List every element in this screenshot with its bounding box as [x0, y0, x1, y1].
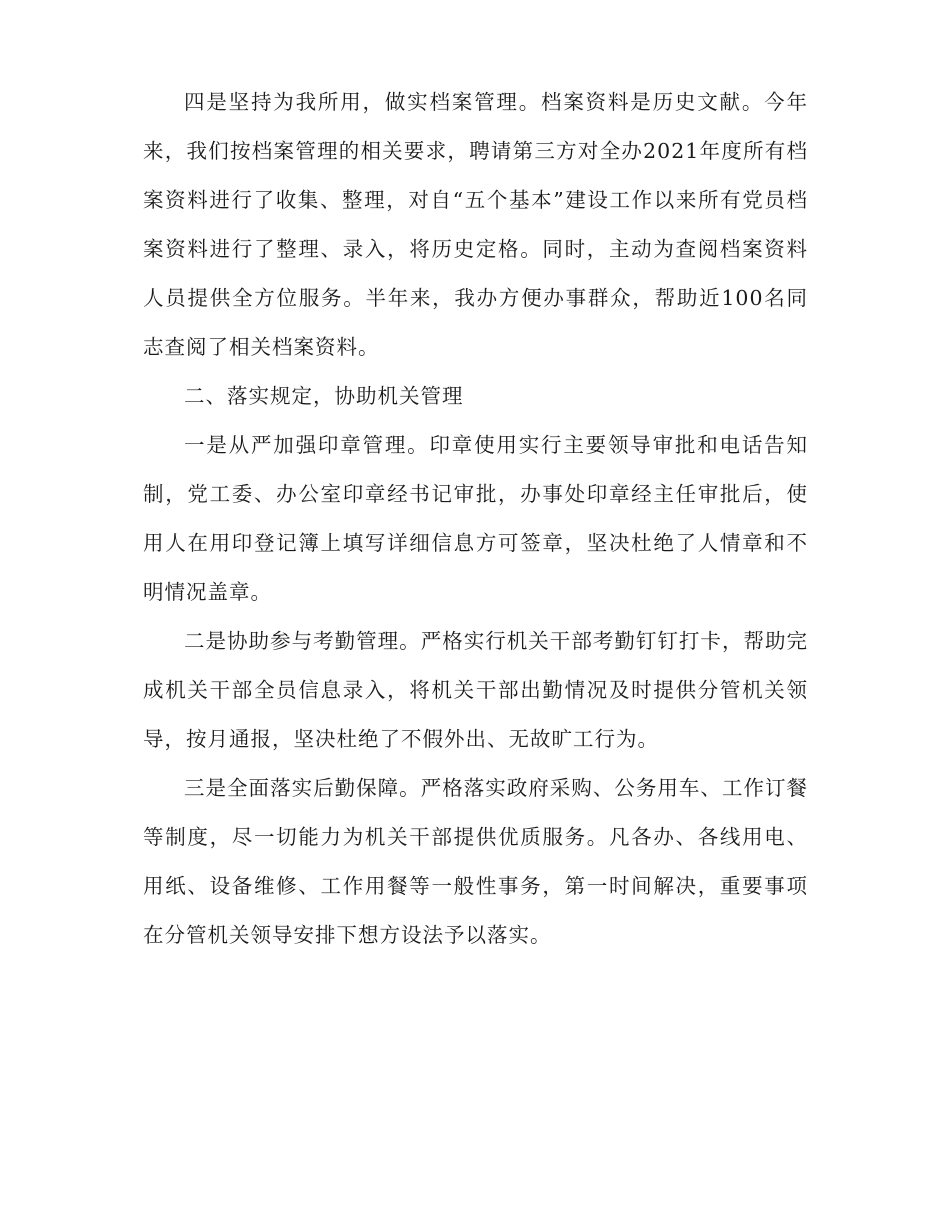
paragraph-seal-management: 一是从严加强印章管理。印章使用实行主要领导审批和电话告知制，党工委、办公室印章经书记审批，办事处印章经主任审批后，使用人在用印登记簿上填写详细信息方可签章，坚决杜绝了人情章和不明情况盖章。: [143, 433, 808, 604]
paragraph-logistics-support: 三是全面落实后勤保障。严格落实政府采购、公务用车、工作订餐等制度，尽一切能力为机关干部提供优质服务。凡各办、各线用电、用纸、设备维修、工作用餐等一般性事务，第一时间解决，重要事项在分管机关领导安排下想方设法予以落实。: [143, 776, 808, 947]
document-body: [143, 78, 808, 960]
section-heading-implement-regulations: 二、落实规定，协助机关管理: [184, 384, 464, 408]
paragraph-archive-management: 四是坚持为我所用，做实档案管理。档案资料是历史文献。今年来，我们按档案管理的相关要求，聘请第三方对全办2021年度所有档案资料进行了收集、整理，对自“五个基本”建设工作以来所有党员档案资料进行了整理、录入，将历史定格。同时，主动为查阅档案资料人员提供全方位服务。半年来，我办方便办事群众，帮助近100名同志查阅了相关档案资料。: [143, 90, 808, 359]
paragraph-attendance-management: 二是协助参与考勤管理。严格实行机关干部考勤钉钉打卡，帮助完成机关干部全员信息录入，将机关干部出勤情况及时提供分管机关领导，按月通报，坚决杜绝了不假外出、无故旷工行为。: [143, 629, 808, 751]
